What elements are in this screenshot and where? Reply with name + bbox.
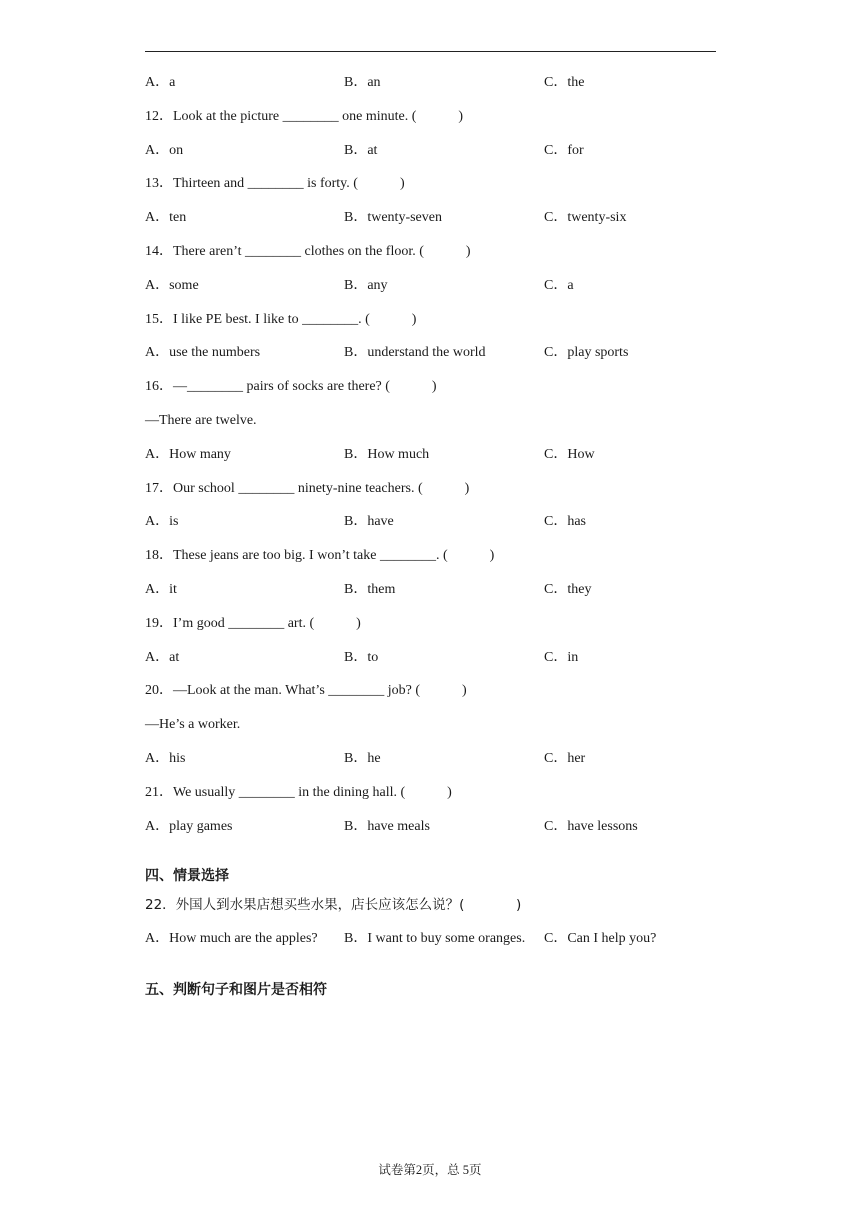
dialog-answer: —He’s a worker. <box>145 717 241 732</box>
option-a[interactable]: A．his <box>145 751 186 766</box>
option-a[interactable]: A．is <box>145 514 179 529</box>
option-a[interactable]: A．use the numbers <box>145 345 261 360</box>
option-b[interactable]: B．I want to buy some oranges. <box>344 931 526 946</box>
question-22-stem: 22．外国人到水果店想买些水果，店长应该怎么说？( ) <box>145 897 522 913</box>
option-c[interactable]: C．twenty-six <box>544 210 627 225</box>
option-c[interactable]: C．her <box>544 751 586 766</box>
option-a[interactable]: A．it <box>145 582 177 597</box>
section-heading: 四、情景选择 <box>145 868 229 884</box>
option-a[interactable]: A．a <box>145 75 176 90</box>
option-c[interactable]: C．in <box>544 650 579 665</box>
option-a[interactable]: A．How many <box>145 447 231 462</box>
option-a[interactable]: A．How much are the apples? <box>145 931 318 946</box>
option-b[interactable]: B．any <box>344 278 388 293</box>
option-c[interactable]: C．play sports <box>544 345 629 360</box>
option-a[interactable]: A．at <box>145 650 180 665</box>
option-c[interactable]: C．has <box>544 514 586 529</box>
option-b[interactable]: B．twenty-seven <box>344 210 442 225</box>
option-a[interactable]: A．play games <box>145 819 233 834</box>
option-b[interactable]: B．at <box>344 143 378 158</box>
question-15: 15．I like PE best. I like to ________. ( ) <box>145 312 417 327</box>
option-c[interactable]: C．the <box>544 75 585 90</box>
option-b[interactable]: B．to <box>344 650 379 665</box>
question-21: 21．We usually ________ in the dining hall. ( ) <box>145 785 452 800</box>
option-a[interactable]: A．ten <box>145 210 187 225</box>
option-c[interactable]: C．Can I help you? <box>544 931 657 946</box>
header-rule <box>145 51 716 52</box>
question-20: 20．—Look at the man. What’s ________ job? ( ) <box>145 683 467 698</box>
section-heading: 五、判断句子和图片是否相符 <box>145 982 327 998</box>
question-22 <box>145 896 521 915</box>
question-16: 16．—________ pairs of socks are there? ( ) <box>145 379 437 394</box>
option-b[interactable]: B．have meals <box>344 819 430 834</box>
option-b[interactable]: B．them <box>344 582 396 597</box>
option-c[interactable]: C．have lessons <box>544 819 638 834</box>
option-a[interactable]: A．some <box>145 278 199 293</box>
question-19: 19．I’m good ________ art. ( ) <box>145 616 361 631</box>
question-18: 18．These jeans are too big. I won’t take ________. ( ) <box>145 548 495 563</box>
question-13: 13．Thirteen and ________ is forty. ( ) <box>145 176 405 191</box>
option-c[interactable]: C．a <box>544 278 574 293</box>
page-footer: 试卷第2页，总 5页 <box>378 1163 482 1177</box>
option-b[interactable]: B．How much <box>344 447 430 462</box>
option-b[interactable]: B．understand the world <box>344 345 486 360</box>
option-b[interactable]: B．an <box>344 75 381 90</box>
option-a[interactable]: A．on <box>145 143 184 158</box>
option-c[interactable]: C．How <box>544 447 595 462</box>
question-17: 17．Our school ________ ninety-nine teachers. ( ) <box>145 481 470 496</box>
option-b[interactable]: B．have <box>344 514 394 529</box>
option-c[interactable]: C．for <box>544 143 584 158</box>
option-c[interactable]: C．they <box>544 582 592 597</box>
question-12: 12．Look at the picture ________ one minute. ( ) <box>145 109 464 124</box>
question-14: 14．There aren’t ________ clothes on the floor. ( ) <box>145 244 471 259</box>
dialog-answer: —There are twelve. <box>145 413 257 428</box>
option-b[interactable]: B．he <box>344 751 381 766</box>
